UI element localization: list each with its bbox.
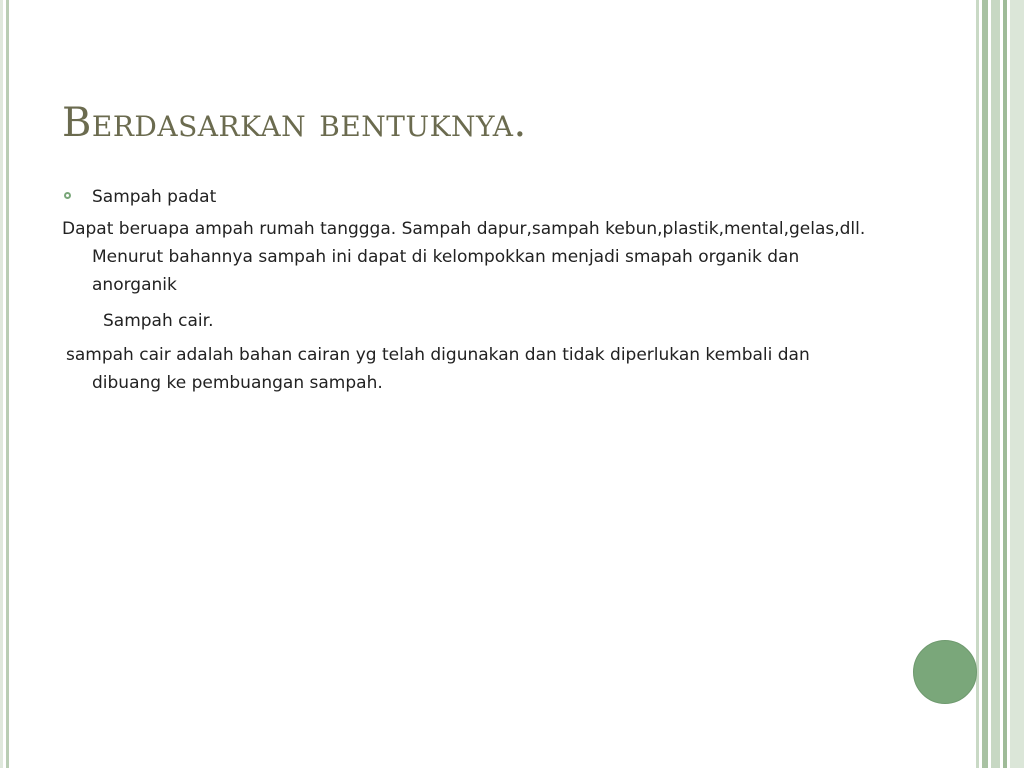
sub-label-cair: Sampah cair. <box>103 311 214 331</box>
paragraph-padat: Dapat beruapa ampah rumah tanggga. Sampah dapur,sampah kebun,plastik,mental,gelas,dll. Menurut bahannya sampah ini dapat di kelompokkan menjadi smapah organik dan anorganik <box>62 219 866 295</box>
left-border-decoration <box>0 0 12 768</box>
right-border-decoration <box>974 0 1024 768</box>
bullet-item <box>62 183 882 211</box>
slide-body <box>62 183 882 397</box>
paragraph-cair: sampah cair adalah bahan cairan yg telah digunakan dan tidak diperlukan kembali dan dibuang ke pembuangan sampah. <box>66 345 810 393</box>
decorative-circle-icon <box>913 640 977 704</box>
bullet-label: Sampah padat <box>92 187 217 207</box>
slide-title: Berdasarkan bentuknya. <box>62 100 527 146</box>
bullet-ring-icon <box>64 192 71 199</box>
